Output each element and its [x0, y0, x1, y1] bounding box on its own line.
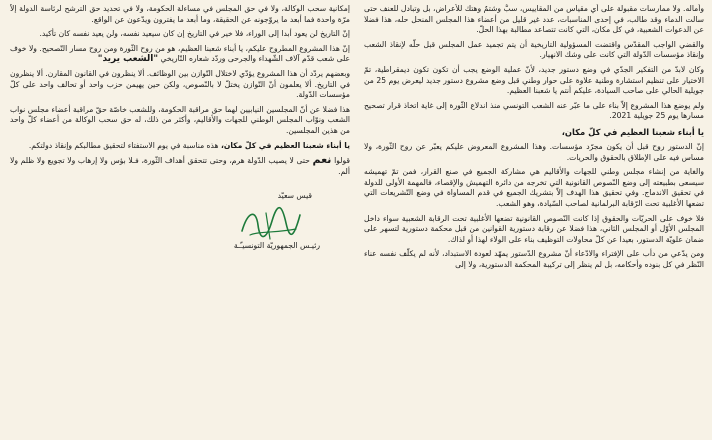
paragraph: وبعضهم يردّد أن هذا المشروع يؤدّي لاختلال التّوازن بين الوظائف. ألا ينظرون في القانون المقارن. ألا ينظرون في التاريخ. ألا يعلمون أنّ التّوازن يختلّ لا بالنّصوص، ولكن حين يهيمن حزب واحد أو تحالف واحد على كلّ مؤسسات الدّولة. — [10, 68, 350, 100]
paragraph: ومن يدّعي من دأب على الإفتراء والادّعاء أنّ مشروع الدّستور يمهّد لعودة الاستبداد، لأنه لم يكلّف نفسه عناء النّظر في كل بنوده وأحكامه، بل لم ينظر إلى تركيبة المحكمة الدستورية، ولا إلى — [364, 249, 704, 269]
paragraph: إنّ التاريخ لن يعود أبدا إلى الوراء، فلا خير في التاريخ إن كان سيعيد نفسه، ولن يعيد نفسه كان تأكيد. — [39, 29, 350, 39]
signature-title: رئيـس الجمهوريّة التونسيـّـة — [233, 241, 320, 251]
slogan-quote: "الشعب يريد" — [97, 54, 159, 65]
heading-tail: هذه مناسبة في يوم الاستفتاء لتحقيق مطالبكم وإنقاذ دولتكم. — [28, 140, 219, 150]
paragraph-text: إنّ هذا المشروع المطروح عليكم، يا أبناء شعبنا العظيم، هو من روح الثّورة ومن روح مسار التّصحيح. ولا خوف على شعب قدّم آلاف الشّهداء والجرحى وردّد شعاره التّاريخي — [10, 43, 350, 64]
section-heading: يا أبناء شعبنا العظيم في كلّ مكان، — [220, 140, 350, 150]
closing-prefix: قولوا — [334, 156, 350, 166]
signature-block — [10, 189, 350, 259]
paragraph: إنّ الدستور روح قبل أن يكون مجرّد مؤسسات. وهذا المشروع المعروض عليكم يعبّر عن روح الثّورة، ولا مساس فيه على الإطلاق بالحقوق والحريات. — [364, 141, 704, 162]
right-column — [364, 4, 704, 434]
paragraph: هذا فضلا عن أنّ المجلسين النيابيين لهما حق مراقبة الحكومة، وللشعب خاصّة حقّ مراقبة أعضاء مجلس نواب الشعب ونوّاب المجلس الوطني للجهات والأقاليم، وأكثر من ذلك، له حق سحب الوكالة من أعضاء كلّ واحد من هذين المجلسين. — [10, 104, 350, 135]
paragraph: فلا خوف على الحريّات والحقوق إذا كانت النّصوص القانونية تضعها الأغلبية تحت الرقابة الشعبية سواء داخل المجلس الأوّل أو المجلس الثاني، هذا فضلا عن رقابة دستورية القوانين من قبل محكمة دستورية لتسهر على ضمان علويّة الدستور، بعيدا عن كلّ محاولات التوظيف بناء على الولاء لهذا أو لذاك. — [364, 213, 704, 244]
closing-suffix: حتى لا يصيب الدّولة هرم، وحتى تتحقق أهداف الثّورة، فـلا بؤس ولا إرهاب ولا تجويع ولا ظلم ولا ألم. — [10, 156, 350, 176]
paragraph: إمكانية سحب الوكالة، ولا في حق المجلس في مساءلة الحكومة، ولا في تحديد حق الترشح لرئاسة الدولة إلاّ مرّة واحدة فما أبعد ما يروّجونه عن الحقيقة، وما أبعد ما يفترون ويدّعون عن الواقع. — [10, 4, 350, 24]
left-column — [10, 4, 350, 434]
closing-yes: نعم — [312, 153, 332, 167]
closing-paragraph — [10, 155, 350, 177]
handwritten-signature — [236, 201, 306, 245]
section-heading: يا أبناء شعبنا العظيم في كلّ مكان، — [561, 126, 704, 137]
paragraph: والغاية من إنشاء مجلس وطني للجهات والأقاليم هي مشاركة الجميع في صنع القرار، فمن تمّ تهميشه سيسعى بطبيعته إلى وضع النّصوص القانونية التي تخرجه من دائرة التهميش والإقصاء، فالمهمة الأولى للدولة في تحقيق الاندماج. وفي تحقيق هذا الهدف إلاّ بتشريك الجميع في قدم المساواة في وضع التّشريعات التي تضعها الأغلبية تحت الرّقابة البرلمانية لصاحب السّيادة، وهو الشعب. — [364, 167, 704, 208]
paragraph: وأماله. ولا ممارسات مقبولة على أي مقياس من المقاييس، سبٌّ وشتمٌ وهتك للأعراض، بل وتبادل للعنف حتى سالت الدماء وقد طالب، في إحدى المناسبات، عدد غير قليل من أعضاء هذا المجلس المنحل حله، هذا فضلا عن الدعوات الشعبية، في كل مكان، التي كانت تتصاعد مطالبة بهذا الحلّ. — [364, 4, 704, 35]
paragraph: وكان لابدّ من التفكير الجدّي في وضع دستور جديد، لأنّ عملية الوضع يجب أن تكون تكون ديمقراطية، تمّ الاختيار على تنظيم استشارة وطنية علاوة على حوار وطني قبل وضع مشروع دستور جديد ليعرض يوم 25 من جويلية الحالي على صاحب السيادة، عليكم أنتم يا شعبنا العظيم. — [364, 64, 704, 96]
heading-line — [10, 141, 350, 152]
paragraph: والقضي الواجب المقدّس واقتضت المسؤولية التاريخية أن يتم تجميد عمل المجلس قبل حلّه لإنقاذ الشعب وإنقاذ مؤسسات الدّولة التي كانت على وشك الانهيار. — [364, 39, 704, 60]
signature-name: قيس سعيّد — [277, 191, 312, 201]
paragraph: ولم يوضع هذا المشروع إلاّ بناء على ما عبّر عنه الشعب التونسي منذ اندلاع الثّورة إلى غاية اتخاذ قرار تصحيح مسارها يوم 25 جويلية 2021. — [364, 100, 704, 121]
paragraph-with-quote — [10, 44, 350, 65]
